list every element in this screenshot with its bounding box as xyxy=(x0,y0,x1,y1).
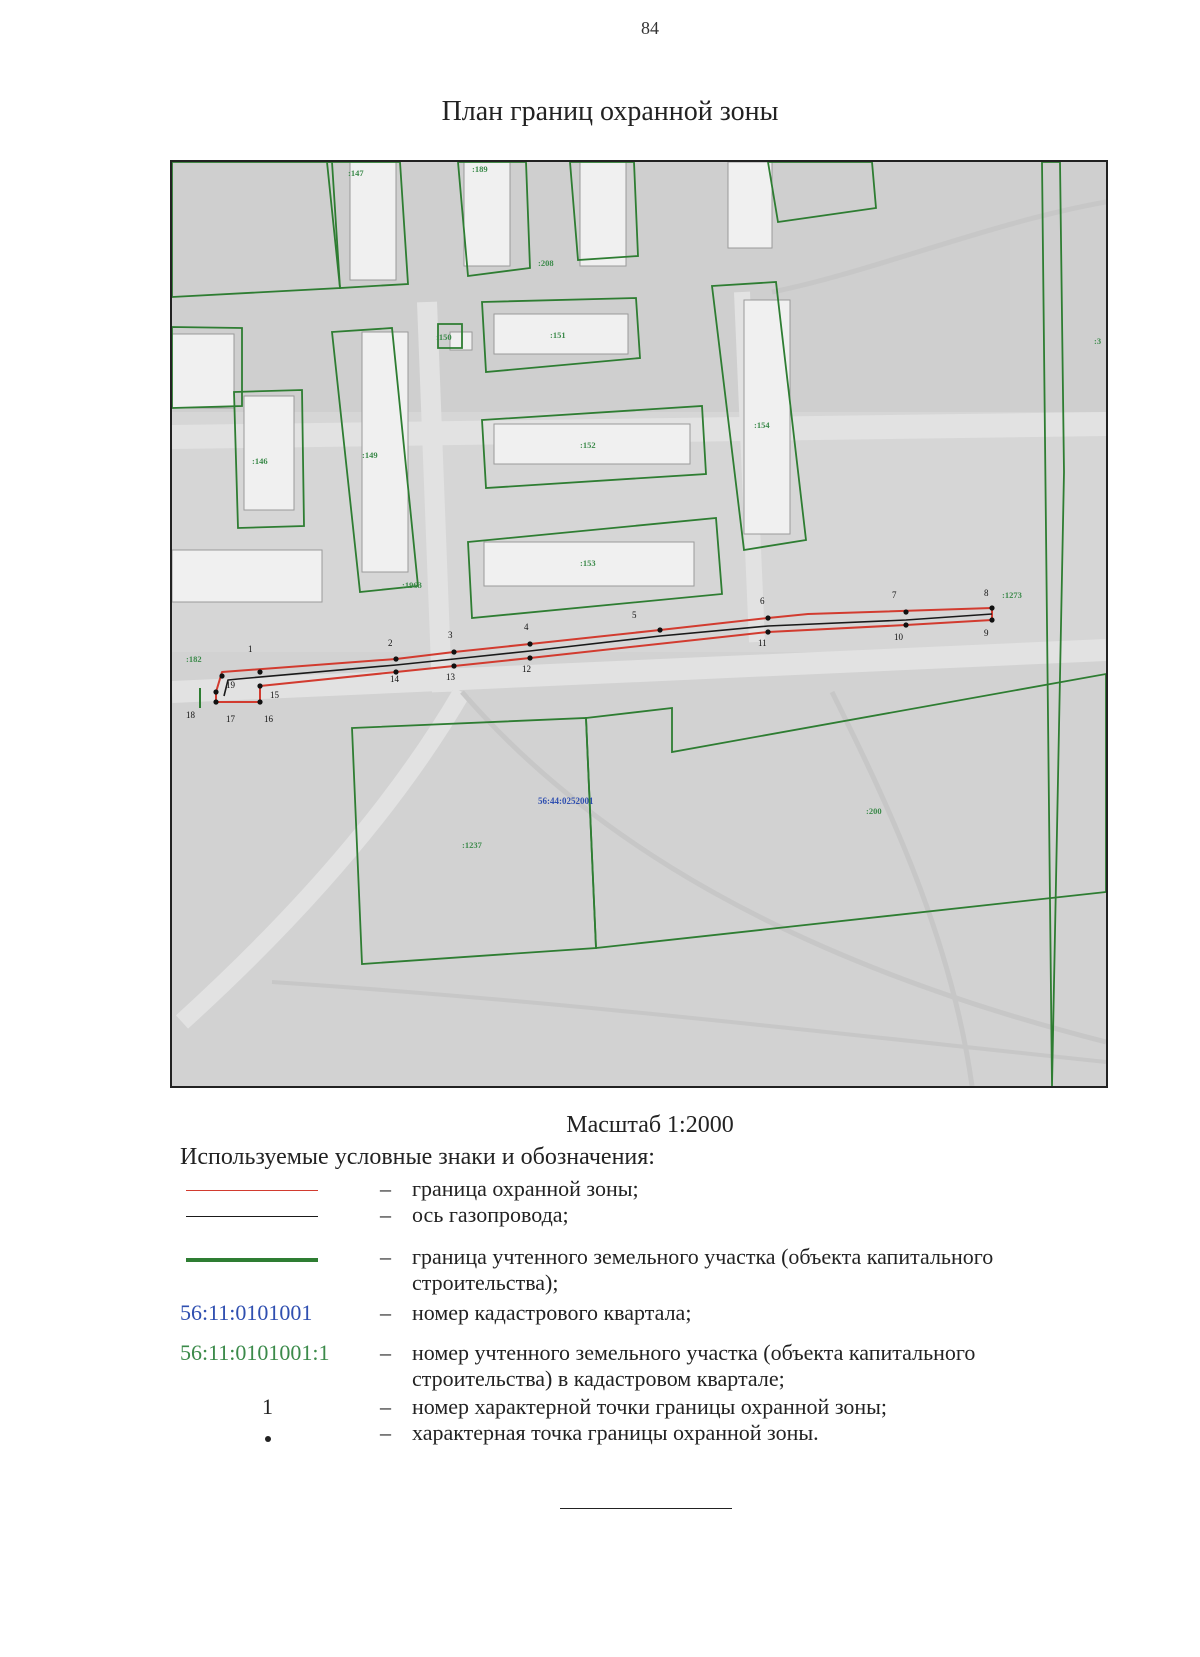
green-line-swatch xyxy=(186,1258,318,1262)
legend-title: Используемые условные знаки и обозначения: xyxy=(180,1144,655,1170)
parcel-label: :3 xyxy=(1094,336,1102,346)
point-dot xyxy=(903,609,908,614)
building xyxy=(464,162,510,266)
legend-text: номер учтенного земельного участка (объекта капитального строительства) в кадастровом квартале; xyxy=(412,1340,976,1391)
parcel-label: :1273 xyxy=(1002,590,1022,600)
point-label: 5 xyxy=(632,610,637,620)
legend-item-gas-axis xyxy=(180,1202,1080,1242)
legend-text: номер кадастрового квартала; xyxy=(412,1300,692,1325)
legend-dash: – xyxy=(380,1340,391,1365)
legend-text: граница учтенного земельного участка (объекта капитального строительства); xyxy=(412,1244,994,1295)
legend-text: номер характерной точки границы охранной зоны; xyxy=(412,1394,888,1419)
legend-text: характерная точка границы охранной зоны. xyxy=(412,1420,819,1445)
legend-dash: – xyxy=(380,1420,391,1445)
point-label: 10 xyxy=(894,632,903,642)
parcel-label: :146 xyxy=(252,456,268,466)
parcel-label: :1237 xyxy=(462,840,482,850)
point-label: 15 xyxy=(270,690,279,700)
red-line-swatch xyxy=(186,1190,318,1191)
parcel-label: :182 xyxy=(186,654,202,664)
legend-item-parcel-number xyxy=(180,1340,1080,1396)
legend-dash: – xyxy=(380,1244,391,1269)
parcel-label: :152 xyxy=(580,440,596,450)
point-dot xyxy=(451,663,456,668)
legend-symbol xyxy=(180,1244,360,1274)
building xyxy=(172,550,322,602)
point-label: 4 xyxy=(524,622,529,632)
building xyxy=(744,300,790,534)
black-line-swatch xyxy=(186,1216,318,1217)
legend-dash: – xyxy=(380,1202,391,1227)
legend-symbol xyxy=(180,1420,360,1450)
point-label: 1 xyxy=(248,644,253,654)
point-label: 11 xyxy=(758,638,767,648)
point-dot xyxy=(989,617,994,622)
parcel-label: :147 xyxy=(348,168,364,178)
building xyxy=(728,162,772,248)
point-label: 9 xyxy=(984,628,989,638)
parcel-number-sample: 56:11:0101001:1 xyxy=(180,1340,330,1365)
building xyxy=(172,334,234,408)
map-scale: Масштаб 1:2000 xyxy=(566,1112,734,1138)
point-dot-swatch xyxy=(265,1436,271,1442)
quarter-number-sample: 56:11:0101001 xyxy=(180,1300,313,1325)
legend-dash: – xyxy=(380,1300,391,1325)
legend-dash: – xyxy=(380,1394,391,1419)
legend-symbol xyxy=(180,1202,360,1232)
point-dot xyxy=(393,656,398,661)
legend-symbol xyxy=(180,1300,360,1330)
legend-text: граница охранной зоны; xyxy=(412,1176,639,1201)
point-label: 7 xyxy=(892,590,897,600)
legend-symbol xyxy=(180,1340,360,1370)
parcel-label: :151 xyxy=(550,330,566,340)
building xyxy=(350,162,396,280)
point-dot xyxy=(257,683,262,688)
aerial-map xyxy=(170,160,1108,1088)
parcel-label: :200 xyxy=(866,806,882,816)
point-dot xyxy=(765,615,770,620)
point-label: 17 xyxy=(226,714,235,724)
legend-item-quarter-number xyxy=(180,1300,1080,1340)
point-label: 12 xyxy=(522,664,531,674)
point-dot xyxy=(527,655,532,660)
point-dot xyxy=(213,689,218,694)
point-dot xyxy=(451,649,456,654)
parcel-label: :150 xyxy=(436,332,452,342)
point-dot xyxy=(219,673,224,678)
parcel-label: :1963 xyxy=(402,580,422,590)
point-dot xyxy=(657,627,662,632)
building xyxy=(244,396,294,510)
page-number: 84 xyxy=(641,18,659,38)
building xyxy=(580,162,626,266)
point-label: 16 xyxy=(264,714,273,724)
point-number-sample: 1 xyxy=(262,1394,273,1419)
point-label: 13 xyxy=(446,672,455,682)
legend-item-parcel-boundary xyxy=(180,1244,1080,1300)
point-label: 8 xyxy=(984,588,989,598)
point-label: 14 xyxy=(390,674,399,684)
point-dot xyxy=(903,622,908,627)
parcel-label: :153 xyxy=(580,558,596,568)
point-dot xyxy=(213,699,218,704)
footer-rule xyxy=(560,1508,732,1509)
legend-dash: – xyxy=(380,1176,391,1201)
point-dot xyxy=(257,669,262,674)
parcel-label: :189 xyxy=(472,164,488,174)
quarter-label: 56:44:0252001 xyxy=(538,796,594,806)
parcel-label: :154 xyxy=(754,420,770,430)
point-dot xyxy=(527,641,532,646)
parcel-label: :208 xyxy=(538,258,554,268)
map-canvas xyxy=(172,162,1106,1086)
point-label: 19 xyxy=(226,680,235,690)
parcel-label: :149 xyxy=(362,450,378,460)
point-dot xyxy=(257,699,262,704)
legend-item-point xyxy=(180,1420,1080,1460)
point-label: 2 xyxy=(388,638,393,648)
legend-text: ось газопровода; xyxy=(412,1202,569,1227)
residential-block xyxy=(172,162,1106,412)
open-field xyxy=(172,652,1106,1086)
point-label: 3 xyxy=(448,630,453,640)
point-dot xyxy=(765,629,770,634)
page-title: План границ охранной зоны xyxy=(441,96,779,127)
point-label: 6 xyxy=(760,596,765,606)
point-label: 18 xyxy=(186,710,195,720)
point-dot xyxy=(989,605,994,610)
